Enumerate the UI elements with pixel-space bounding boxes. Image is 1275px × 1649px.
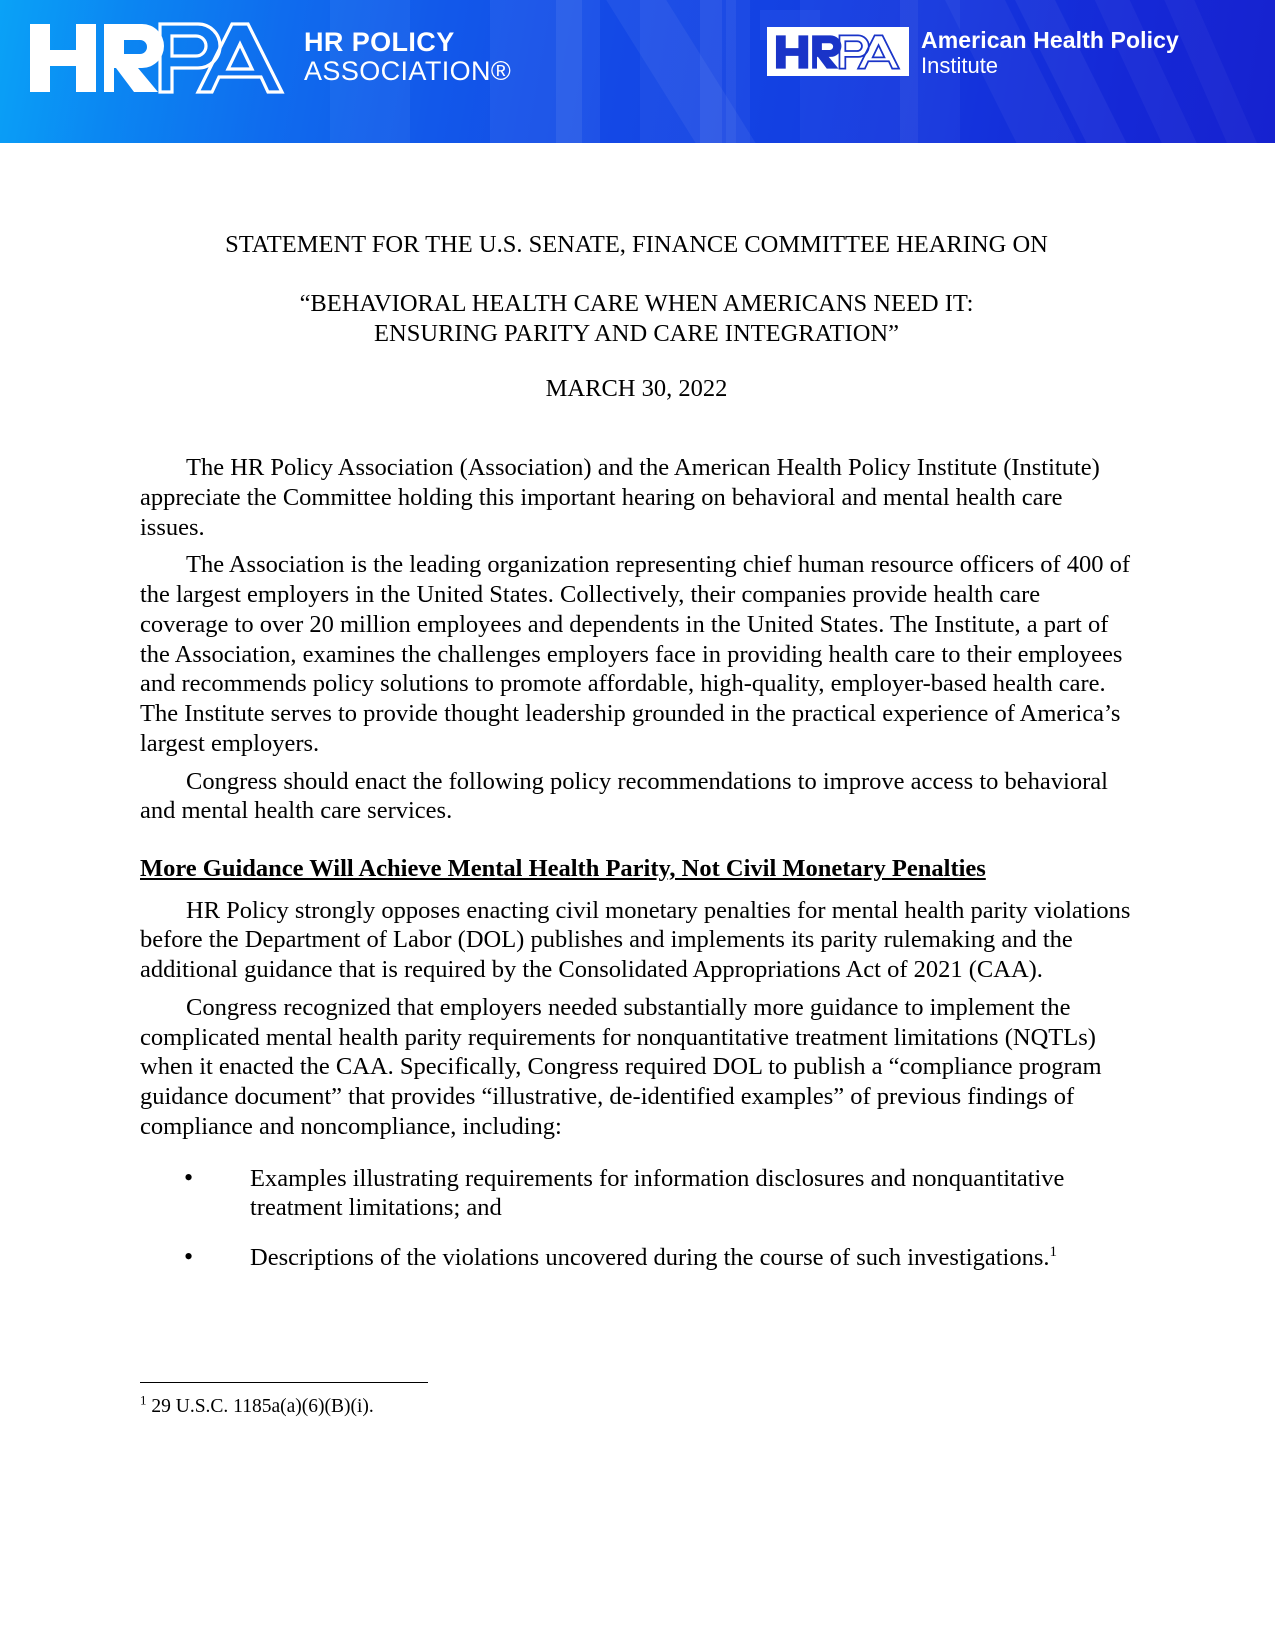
footnote-area <box>140 1382 1135 1419</box>
list-item-text: Descriptions of the violations uncovered during the course of such investigations. <box>250 1244 1050 1272</box>
footnote-entry <box>140 1392 1135 1419</box>
paragraph-congress-recognized: Congress recognized that employers needed substantially more guidance to implement the complicated mental health parity requirements for nonquantitative treatment limitations (NQTLs) when it enacted the CAA. Specifically, Congress required DOL to publish a “compliance program guidance document” that provides “illustrative, de-identified examples” of previous findings of compliance and noncompliance, including: <box>140 993 1102 1140</box>
hrpa-badge-icon <box>774 32 902 72</box>
hrpa-badge <box>767 27 909 76</box>
document-subtitle-line-1: “BEHAVIORAL HEALTH CARE WHEN AMERICANS NEED IT: <box>299 289 974 317</box>
guidance-bullet-list <box>140 1164 1133 1273</box>
hrpa-wordmark-icon <box>26 18 288 98</box>
footnote-marker: 1 <box>140 1392 147 1408</box>
logo-line-2: ASSOCIATION® <box>304 55 512 86</box>
bullet-icon: • <box>184 1242 194 1272</box>
list-item-text: Examples illustrating requirements for information disclosures and nonquantitative treatment limitations; and <box>250 1164 1065 1222</box>
american-health-policy-institute-logo <box>767 27 1179 78</box>
title-spacer-1 <box>140 258 1133 292</box>
footnote-separator <box>140 1382 428 1383</box>
institute-line-1: American Health Policy <box>921 27 1179 53</box>
document-title-block <box>140 233 1133 401</box>
bullet-icon: • <box>184 1162 194 1192</box>
hrpa-association-lockup-text <box>304 28 511 85</box>
page-title: STATEMENT FOR THE U.S. SENATE, FINANCE COMMITTEE HEARING ON <box>225 231 1048 258</box>
institute-line-2: Institute <box>921 52 999 78</box>
footnote-reference: 1 <box>1049 1244 1057 1261</box>
paragraph-opposition: HR Policy strongly opposes enacting civil monetary penalties for mental health parity violations before the Department of Labor (DOL) publishes and implements its parity rulemaking and the additional guidance that is required by the Consolidated Appropriations Act of 2021 (CAA). <box>140 896 1131 984</box>
logo-line-1: HR POLICY <box>304 27 455 57</box>
paragraph-intro: The HR Policy Association (Association) and the American Health Policy Institute (Institute) appreciate the Committee holding this important hearing on behavioral and mental health care issues. <box>140 454 1100 541</box>
list-item <box>140 1164 1133 1224</box>
hrpa-association-logo <box>26 18 511 98</box>
title-spacer-2 <box>140 347 1133 377</box>
paragraph-recommendation-intro: Congress should enact the following policy recommendations to improve access to behavioral and mental health care services. <box>140 767 1108 825</box>
document-page <box>0 233 1275 1273</box>
document-date: MARCH 30, 2022 <box>545 374 728 402</box>
footnote-body: 29 U.S.C. 1185a(a)(6)(B)(i). <box>146 1396 374 1417</box>
institute-lockup-text <box>921 28 1179 78</box>
list-item <box>140 1243 1133 1273</box>
header-banner <box>0 0 1275 143</box>
paragraph-about-association: The Association is the leading organization representing chief human resource officers of 400 of the largest employers in the United States. Collectively, their companies provide health care coverage to over 20 million employees and dependents in the United States. The Institute, a part of the Association, examines the challenges employers face in providing health care to their employees and recommends policy solutions to promote affordable, high-quality, employer-based health care. The Institute serves to provide thought leadership grounded in the practical experience of America’s largest employers. <box>140 551 1131 757</box>
section-heading: More Guidance Will Achieve Mental Health Parity, Not Civil Monetary Penalties <box>140 855 986 883</box>
document-subtitle-line-2: ENSURING PARITY AND CARE INTEGRATION” <box>374 320 899 347</box>
